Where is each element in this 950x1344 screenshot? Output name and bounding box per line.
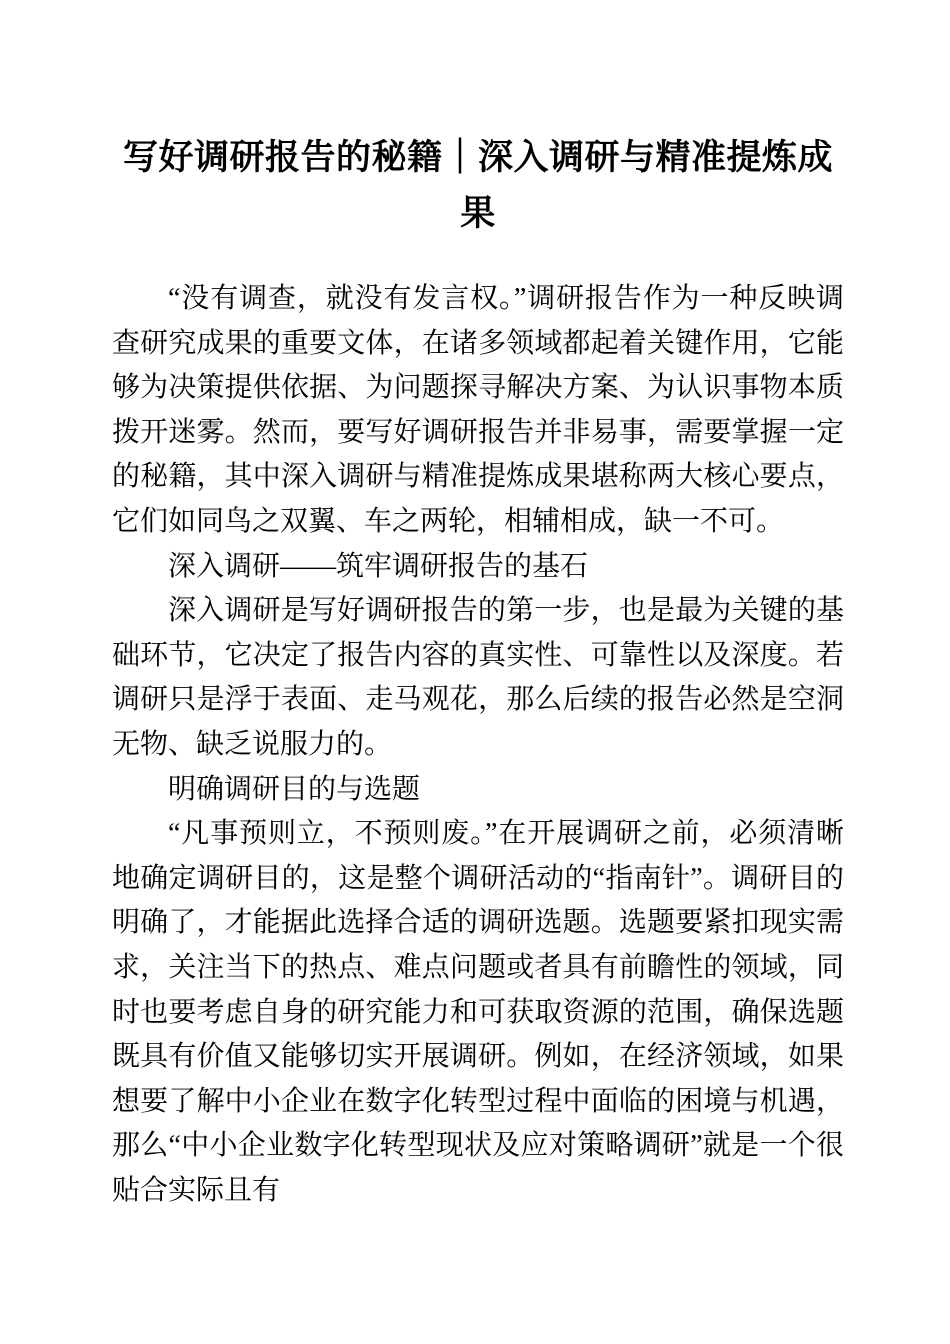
section-heading: 深入调研——筑牢调研报告的基石 — [168, 550, 589, 582]
document-title: 写好调研报告的秘籍｜深入调研与精准提炼成果 — [122, 138, 833, 233]
body-paragraph: “凡事预则立，不预则废。”在开展调研之前，必须清晰地确定调研目的，这是整个调研活动的“指南针”。调研目的明确了，才能据此选择合适的调研选题。选题要紧扣现实需求，关注当下的热点、难点问题或者具有前瞻性的领域，同时也要考虑自身的研究能力和可获取资源的范围，确保选题既具有价值又能够切实开展调研。例如，在经济领域，如果想要了解中小企业在数字化转型过程中面临的困境与机遇，那么“中小企业数字化转型现状及应对策略调研”就是一个很贴合实际且有 — [112, 818, 844, 1206]
body-paragraph: 深入调研是写好调研报告的第一步，也是最为关键的基础环节，它决定了报告内容的真实性、可靠性以及深度。若调研只是浮于表面、走马观花，那么后续的报告必然是空洞无物、缺乏说服力的。 — [112, 595, 844, 760]
body-paragraph: “没有调查，就没有发言权。”调研报告作为一种反映调查研究成果的重要文体，在诸多领域都起着关键作用，它能够为决策提供依据、为问题探寻解决方案、为认识事物本质拨开迷雾。然而，要写好调研报告并非易事，需要掌握一定的秘籍，其中深入调研与精准提炼成果堪称两大核心要点，它们如同鸟之双翼、车之两轮，相辅相成，缺一不可。 — [112, 283, 844, 537]
section-heading: 明确调研目的与选题 — [168, 773, 421, 805]
document-body — [112, 277, 844, 1213]
